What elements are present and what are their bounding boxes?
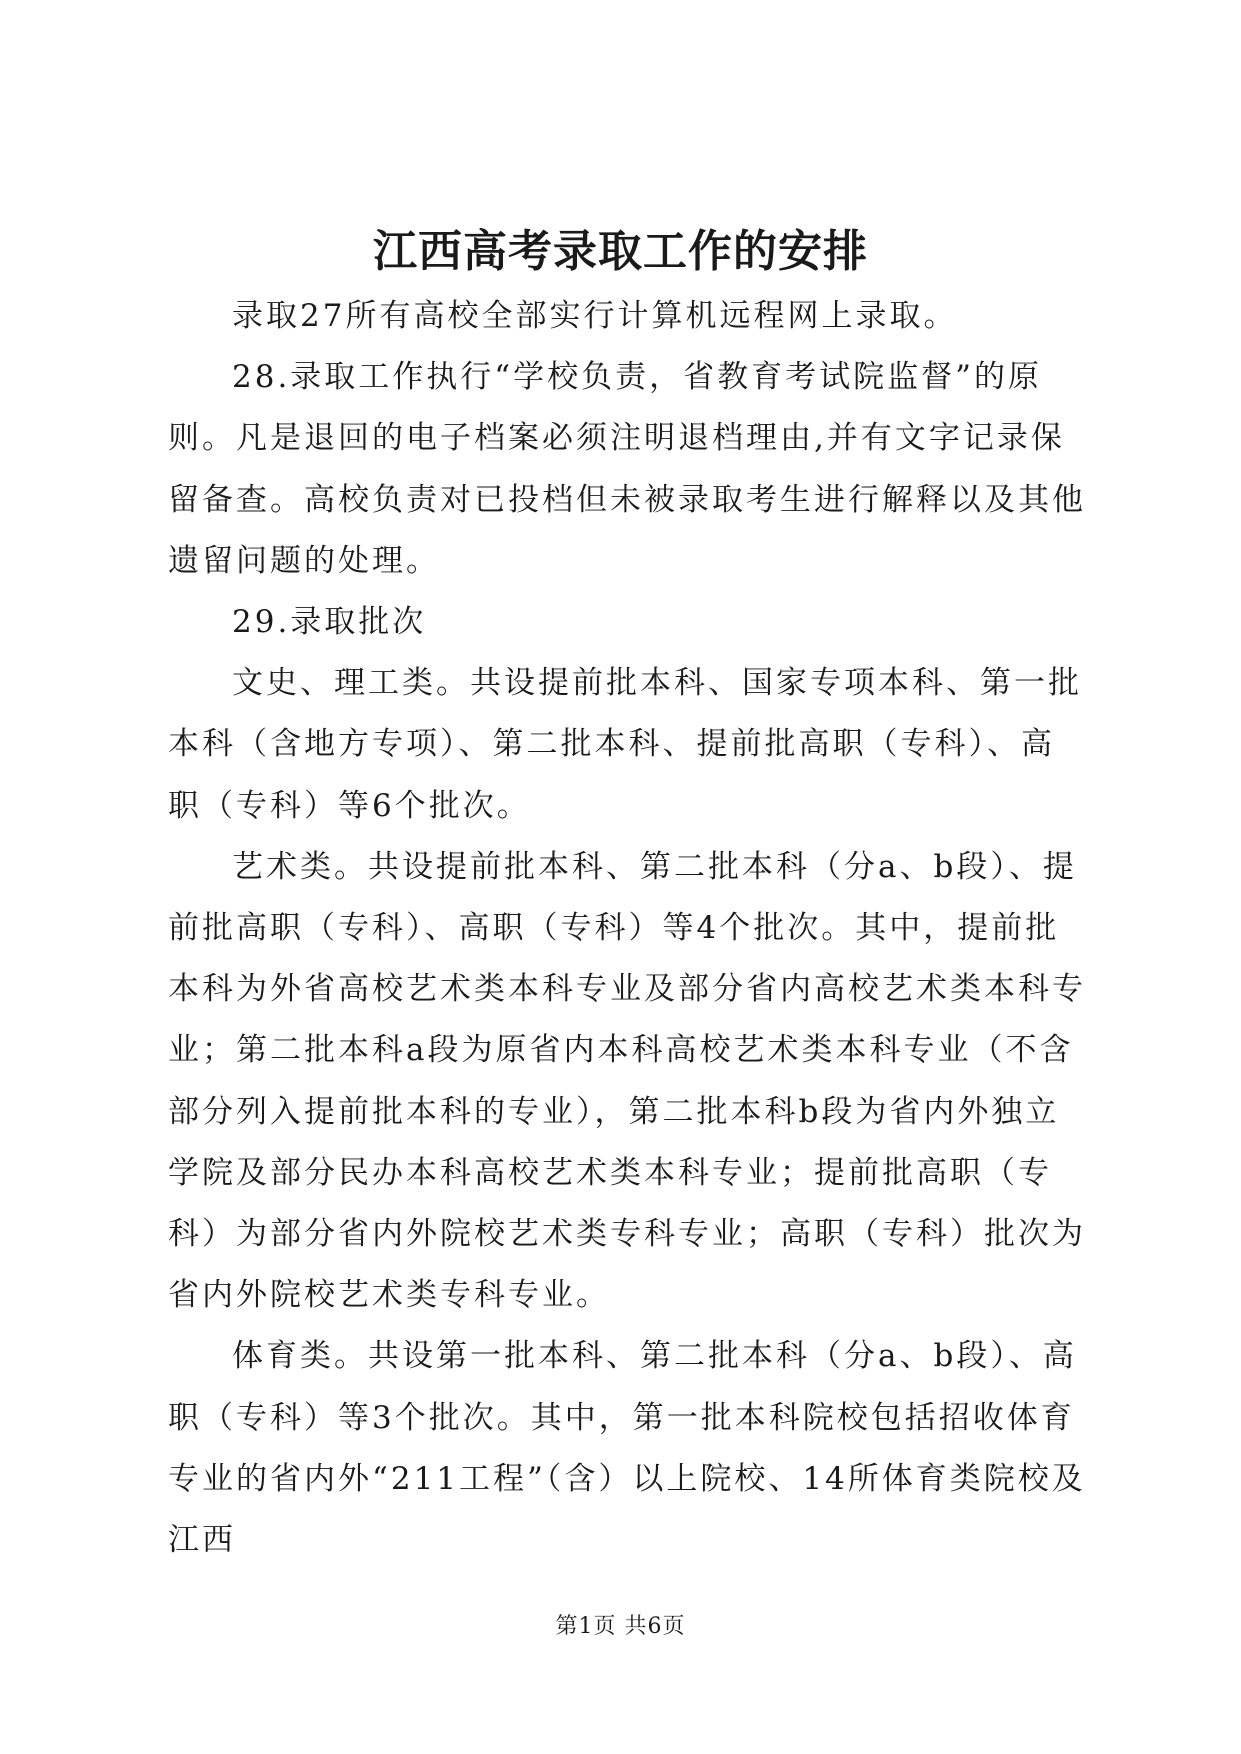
- document-body: [168, 286, 1088, 1571]
- paragraph-6: 体育类。共设第一批本科、第二批本科（分a、b段）、高职（专科）等3个批次。其中，第一批本科院校包括招收体育专业的省内外“211工程”（含）以上院校、14所体育类院校及江西: [168, 1338, 1086, 1559]
- paragraph-3: 29.录取批次: [232, 604, 427, 641]
- page-footer: 第1页 共6页: [555, 1614, 686, 1639]
- paragraph-1: 录取27所有高校全部实行计算机远程网上录取。: [232, 298, 958, 334]
- paragraph-4: 文史、理工类。共设提前批本科、国家专项本科、第一批本科（含地方专项）、第二批本科、提前批高职（专科）、高职（专科）等6个批次。: [168, 665, 1082, 824]
- document-title: 江西高考录取工作的安排: [373, 226, 868, 277]
- paragraph-5: 艺术类。共设提前批本科、第二批本科（分a、b段）、提前批高职（专科）、高职（专科）等4个批次。其中，提前批本科为外省高校艺术类本科专业及部分省内高校艺术类本科专业；第二批本科a段为原省内本科高校艺术类本科专业（不含部分列入提前批本科的专业），第二批本科b段为省内外独立学院及部分民办本科高校艺术类本科专业；提前批高职（专科）为部分省内外院校艺术类专科专业；高职（专科）批次为省内外院校艺术类专科专业。: [168, 848, 1086, 1314]
- paragraph-2: 28.录取工作执行“学校负责，省教育考试院监督”的原则。凡是退回的电子档案必须注明退档理由,并有文字记录保留备查。高校负责对已投档但未被录取考生进行解释以及其他遗留问题的处理。: [168, 359, 1086, 579]
